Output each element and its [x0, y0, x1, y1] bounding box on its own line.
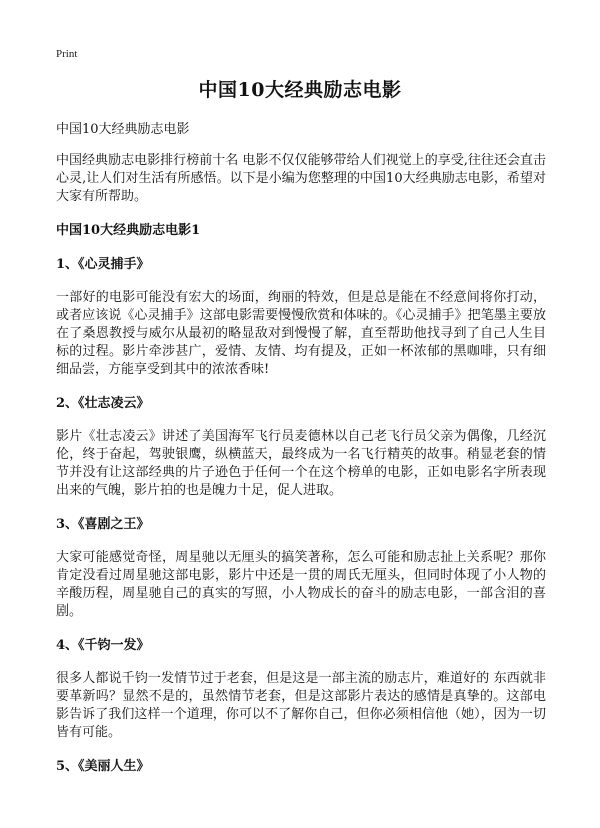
movie-heading-2: 2、《壮志凌云》: [56, 396, 150, 411]
movie-description-1: 一部好的电影可能没有宏大的场面，绚丽的特效，但是总是能在不经意间将你打动，或者应该说《心灵捕手》这部电影需要慢慢欣赏和体味的。《心灵捕手》把笔墨主要放在了桑恩教授与威尔从最初的略显敌对到慢慢了解，直至帮助他找寻到了自己人生目标的过程。影片牵涉甚广，爱情、友情、均有提及，正如一杯浓郁的黑咖啡，只有细细品尝，方能享受到其中的浓浓香味!: [56, 290, 546, 377]
movie-heading-3: 3、《喜剧之王》: [56, 517, 150, 532]
movie-heading-1: 1、《心灵捕手》: [56, 257, 150, 272]
section-heading: 中国10大经典励志电影1: [56, 223, 201, 238]
article-body: [56, 121, 546, 791]
print-link[interactable]: Print: [56, 48, 78, 60]
article-subtitle: 中国10大经典励志电影: [56, 122, 190, 137]
movie-heading-5: 5、《美丽人生》: [56, 759, 150, 774]
movie-description-4: 很多人都说千钧一发情节过于老套，但是这是一部主流的励志片，难道好的 东西就非要革新吗？显然不是的，虽然情节老套，但是这部影片表达的感情是真挚的。这部电影告诉了我们这样一个道理，你可以不了解你自己，但你必须相信他（她），因为一切皆有可能。: [56, 671, 546, 740]
page-title: 中国10大经典励志电影: [198, 79, 402, 101]
movie-description-3: 大家可能感觉奇怪，周星驰以无厘头的搞笑著称，怎么可能和励志扯上关系呢？那你肯定没看过周星驰这部电影，影片中还是一贯的周氏无厘头，但同时体现了小人物的辛酸历程，周星驰自己的真实的写照，小人物成长的奋斗的励志电影，一部含泪的喜剧。: [56, 550, 546, 619]
movie-heading-4: 4、《千钧一发》: [56, 638, 150, 653]
intro-paragraph: 中国经典励志电影排行榜前十名 电影不仅仅能够带给人们视觉上的享受,往往还会直击心灵,让人们对生活有所感悟。以下是小编为您整理的中国10大经典励志电影，希望对大家有所帮助。: [56, 153, 546, 204]
movie-description-2: 影片《壮志凌云》讲述了美国海军飞行员麦德林以自己老飞行员父亲为偶像，几经沉伦，终于奋起，驾驶银鹰，纵横蓝天，最终成为一名飞行精英的故事。稍显老套的情节并没有让这部经典的片子逊色于任何一个在这个榜单的电影，正如电影名字所表现出来的气魄，影片拍的也是魄力十足，促人进取。: [56, 429, 546, 498]
